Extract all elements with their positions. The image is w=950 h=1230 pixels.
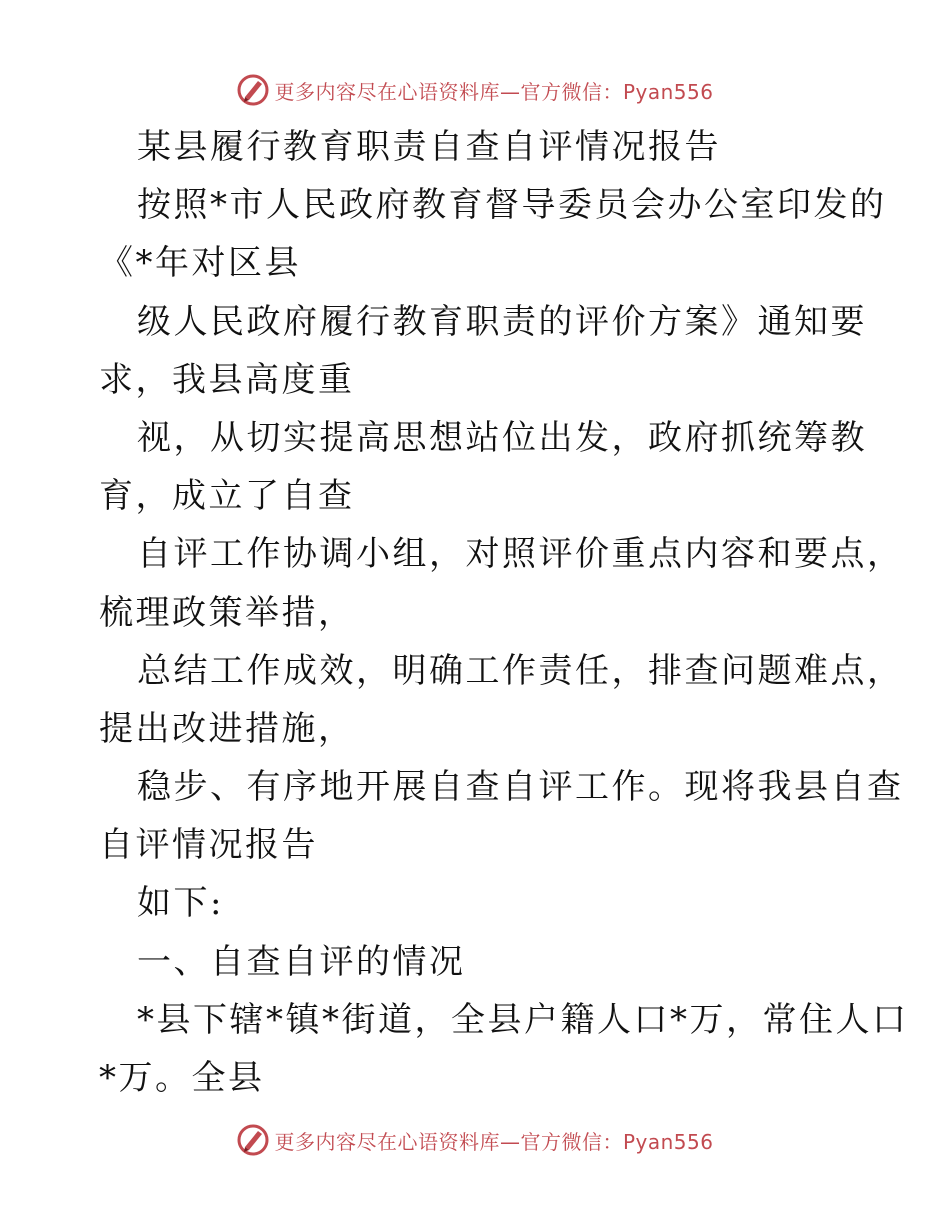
watermark-text: 更多内容尽在心语资料库—官方微信：Pyan556 [274,79,714,104]
watermark-text: 更多内容尽在心语资料库—官方微信：Pyan556 [274,1129,714,1154]
pen-logo-icon [236,73,270,107]
text-line: 自评情况报告 [99,825,318,866]
text-line: 育，成立了自查 [99,476,355,517]
text-line: 级人民政府履行教育职责的评价方案》通知要 [137,301,867,342]
text-line: 如下: [137,883,224,924]
text-line: 提出改进措施， [99,708,355,749]
text-line: 自评工作协调小组，对照评价重点内容和要点， [137,534,904,575]
text-line: 某县履行教育职责自查自评情况报告 [137,127,721,167]
text-line: 《*年对区县 [99,243,301,284]
text-line: 一、自查自评的情况 [137,941,466,982]
document-body [99,118,909,1107]
text-line: 总结工作成效，明确工作责任，排查问题难点， [137,650,904,691]
text-line: 梳理政策举措， [99,592,355,633]
watermark-banner-bottom [0,1120,950,1160]
watermark-banner-top [0,70,950,110]
text-line: *万。全县 [99,1058,265,1098]
text-line: 稳步、有序地开展自查自评工作。现将我县自查 [137,767,904,808]
text-line: *县下辖*镇*街道，全县户籍人口*万，常住人口 [137,999,909,1040]
text-line: 按照*市人民政府教育督导委员会办公室印发的 [137,185,887,226]
text-line: 求，我县高度重 [99,359,355,400]
text-line: 视，从切实提高思想站位出发，政府抓统筹教 [137,417,867,458]
pen-logo-icon [236,1123,270,1157]
